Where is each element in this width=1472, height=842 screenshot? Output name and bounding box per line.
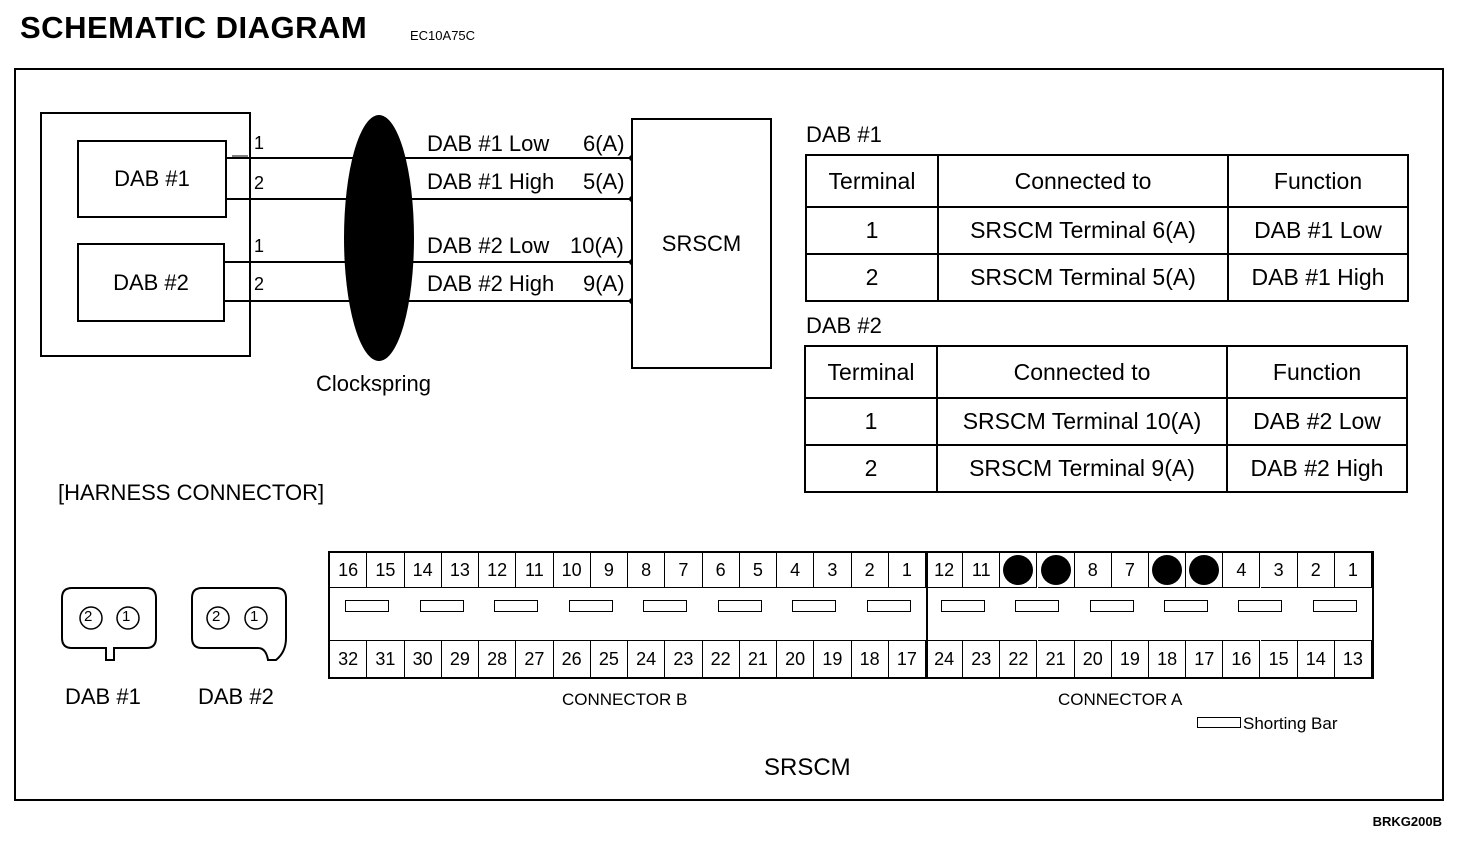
blocked-pin-icon — [1000, 553, 1037, 588]
connector-top-pin: 3 — [1261, 553, 1298, 588]
connector-bottom-pin: 19 — [814, 640, 851, 677]
dab1-pin1: 1 — [254, 133, 265, 153]
wire-term-2: 5(A) — [583, 169, 625, 194]
shorting-bar-slot — [628, 588, 703, 624]
shorting-bar-slot — [330, 588, 405, 624]
connector-bottom-pin: 25 — [591, 640, 628, 677]
shorting-bar-label: Shorting Bar — [1243, 714, 1338, 733]
table-cell: SRSCM Terminal 6(A) — [938, 207, 1228, 254]
connector-bottom-pin: 17 — [889, 640, 926, 677]
connector-top-pin: 13 — [442, 553, 479, 588]
shorting-bar-slot — [852, 588, 927, 624]
connector-top-pin: 9 — [591, 553, 628, 588]
dab1-connector-label: DAB #1 — [65, 684, 141, 709]
srscm-connector-label: SRSCM — [764, 754, 851, 781]
connector-top-pin: 1 — [1335, 553, 1372, 588]
connector-bottom-pin: 19 — [1112, 640, 1149, 677]
connector-top-pin: 1 — [889, 553, 926, 588]
dab2-pin1: 1 — [254, 236, 265, 256]
table-header: Connected to — [937, 346, 1227, 398]
connector-bottom-pin: 14 — [1298, 640, 1335, 677]
connector-a-label: CONNECTOR A — [1058, 690, 1183, 709]
table-dab2-caption: DAB #2 — [806, 313, 882, 338]
connector-top-pin: 4 — [777, 553, 814, 588]
shorting-bar-slot — [479, 588, 554, 624]
blocked-pin-icon — [1038, 553, 1075, 588]
table-cell: 1 — [805, 398, 937, 445]
connector-bottom-pin: 32 — [330, 640, 367, 677]
table-cell: SRSCM Terminal 10(A) — [937, 398, 1227, 445]
shorting-bar-slot — [777, 588, 852, 624]
wire-term-1: 6(A) — [583, 131, 625, 156]
connector-bottom-pin: 17 — [1186, 640, 1223, 677]
connector-bottom-pin: 15 — [1261, 640, 1298, 677]
connector-top-pin: 15 — [367, 553, 404, 588]
dab1-module-label: DAB #1 — [114, 166, 190, 191]
connector-divider — [926, 553, 928, 677]
table-dab1-caption: DAB #1 — [806, 122, 882, 147]
connector-bottom-pin: 30 — [405, 640, 442, 677]
connector-bottom-pin: 20 — [777, 640, 814, 677]
wire-label-4: DAB #2 High — [427, 271, 555, 296]
srscm-connector — [328, 551, 1374, 679]
connector-bottom-pin: 18 — [852, 640, 889, 677]
shorting-bar-slot — [703, 588, 778, 624]
connector-bottom-pin: 26 — [554, 640, 591, 677]
wire-term-3: 10(A) — [570, 233, 624, 258]
dab2-connector-label: DAB #2 — [198, 684, 274, 709]
connector-top-pin: 12 — [479, 553, 516, 588]
connector-top-pin: 8 — [1075, 553, 1112, 588]
connector-top-pin: 8 — [628, 553, 665, 588]
table-cell: 2 — [806, 254, 938, 301]
connector-bottom-pin: 28 — [479, 640, 516, 677]
shorting-bar-slot — [554, 588, 629, 624]
connector-top-pin: 2 — [1298, 553, 1335, 588]
shorting-bar-icon — [1197, 717, 1241, 728]
shorting-bar-slot — [1000, 588, 1074, 624]
connector-top-pin: 5 — [740, 553, 777, 588]
blocked-pin-icon — [1149, 553, 1186, 588]
connector-top-pin: 12 — [926, 553, 963, 588]
connector-top-pin: 2 — [852, 553, 889, 588]
table-header: Function — [1228, 155, 1408, 207]
table-header: Connected to — [938, 155, 1228, 207]
table-cell: DAB #1 High — [1228, 254, 1408, 301]
connector-top-pin: 11 — [963, 553, 1000, 588]
dab1-pin2: 2 — [254, 173, 265, 193]
blocked-pin-icon — [1186, 553, 1223, 588]
connector-bottom-pin: 23 — [963, 640, 1000, 677]
table-cell: DAB #1 Low — [1228, 207, 1408, 254]
document-code: EC10A75C — [410, 28, 476, 43]
connector-bottom-pin: 31 — [367, 640, 404, 677]
table-cell: SRSCM Terminal 5(A) — [938, 254, 1228, 301]
connector-top-pin: 10 — [554, 553, 591, 588]
connector-top-pin: 16 — [330, 553, 367, 588]
dab2-connector-pin: 2 — [212, 608, 221, 625]
connector-top-pin: 11 — [516, 553, 553, 588]
srscm-module-label: SRSCM — [661, 230, 742, 256]
connector-bottom-pin: 22 — [703, 640, 740, 677]
connector-bottom-pin: 21 — [1038, 640, 1075, 677]
wire-term-4: 9(A) — [583, 271, 625, 296]
shorting-bar-slot — [926, 588, 1000, 624]
connector-top-pin: 7 — [665, 553, 702, 588]
dab2-connector-pin: 1 — [250, 608, 259, 625]
table-cell: 1 — [806, 207, 938, 254]
connector-bottom-pin: 24 — [628, 640, 665, 677]
harness-title: [HARNESS CONNECTOR] — [58, 480, 325, 505]
footer-code: BRKG200B — [1372, 814, 1442, 829]
table-cell: SRSCM Terminal 9(A) — [937, 445, 1227, 492]
connector-top-pin: 6 — [703, 553, 740, 588]
table-cell: DAB #2 Low — [1227, 398, 1407, 445]
dab2-module-label: DAB #2 — [113, 269, 189, 295]
connector-top-pin: 4 — [1223, 553, 1260, 588]
connector-b-label: CONNECTOR B — [562, 690, 688, 709]
table-cell: 2 — [805, 445, 937, 492]
connector-bottom-pin: 20 — [1075, 640, 1112, 677]
connector-bottom-pin: 23 — [665, 640, 702, 677]
connector-top-pin: 7 — [1112, 553, 1149, 588]
connector-bottom-pin: 13 — [1335, 640, 1372, 677]
connector-top-pin: 14 — [405, 553, 442, 588]
table-header: Terminal — [806, 155, 938, 207]
shorting-bar-slot — [1223, 588, 1297, 624]
shorting-bar-slot — [1075, 588, 1149, 624]
wire-label-2: DAB #1 High — [427, 169, 555, 194]
shorting-bar-slot — [1149, 588, 1223, 624]
shorting-bar-slot — [1298, 588, 1372, 624]
clockspring-label: Clockspring — [316, 371, 431, 396]
connector-bottom-pin: 21 — [740, 640, 777, 677]
connector-bottom-pin: 29 — [442, 640, 479, 677]
page-title: SCHEMATIC DIAGRAM — [20, 10, 368, 45]
table-header: Function — [1227, 346, 1407, 398]
connector-top-pin: 3 — [814, 553, 851, 588]
wire-label-1: DAB #1 Low — [427, 131, 550, 156]
dab2-pin2: 2 — [254, 274, 265, 294]
table-header: Terminal — [805, 346, 937, 398]
wire-label-3: DAB #2 Low — [427, 233, 550, 258]
dab1-connector-pin: 1 — [122, 608, 131, 625]
connector-bottom-pin: 22 — [1000, 640, 1037, 677]
connector-bottom-pin: 16 — [1223, 640, 1260, 677]
connector-bottom-pin: 24 — [926, 640, 963, 677]
shorting-bar-slot — [405, 588, 480, 624]
connector-bottom-pin: 18 — [1149, 640, 1186, 677]
table-cell: DAB #2 High — [1227, 445, 1407, 492]
connector-bottom-pin: 27 — [516, 640, 553, 677]
dab1-connector-pin: 2 — [84, 608, 93, 625]
